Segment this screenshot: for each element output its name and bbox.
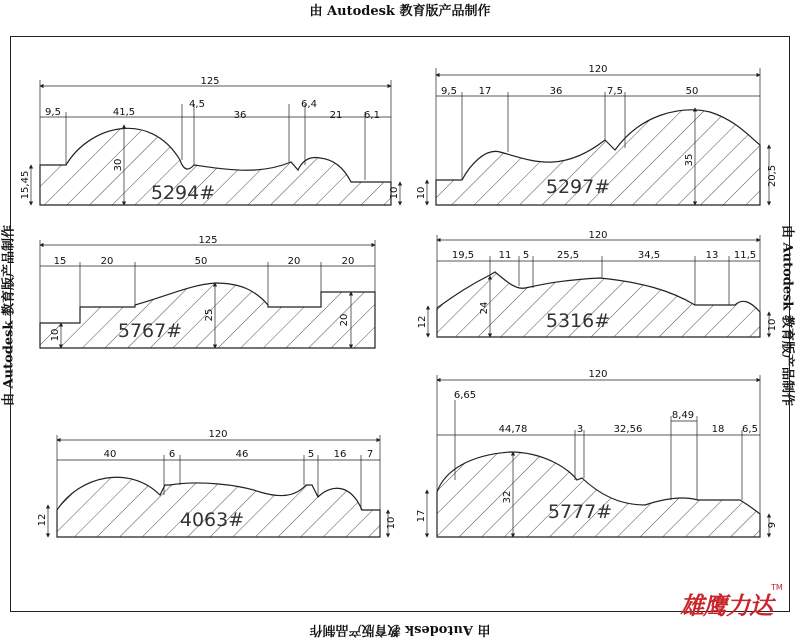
dim-5297-1: 9,5 (441, 86, 457, 97)
code-5297: 5297# (545, 176, 611, 198)
dim-5777-10: 9 (767, 521, 778, 529)
dim-5767-8: 20 (339, 313, 350, 327)
dim-5294-9: 15,45 (20, 170, 31, 200)
watermark-bottom: 由 Autodesk 教育版产品制作 (309, 622, 491, 637)
code-5767: 5767# (117, 320, 183, 342)
dim-5316-9: 24 (479, 301, 490, 315)
dim-5294-5: 6,4 (301, 99, 317, 110)
profile-4063 (37, 429, 397, 537)
profile-5297 (416, 64, 778, 205)
dim-4063-0: 120 (208, 429, 228, 440)
dim-4063-3: 46 (235, 449, 249, 460)
dim-5294-3: 4,5 (189, 99, 205, 110)
profile-5294 (20, 76, 400, 205)
dim-5294-4: 36 (233, 110, 247, 121)
dim-4063-2: 6 (168, 449, 176, 460)
watermark-left: 由 Autodesk 教育版产品制作 (1, 225, 17, 406)
dim-5767-4: 20 (287, 256, 301, 267)
brand-trademark: TM (771, 583, 783, 592)
dim-5767-1: 15 (53, 256, 67, 267)
dim-5316-2: 11 (498, 250, 512, 261)
dim-5777-8: 17 (416, 509, 427, 523)
dim-5297-0: 120 (588, 64, 608, 75)
dim-5294-6: 21 (329, 110, 343, 121)
dim-5294-2: 41,5 (112, 107, 136, 118)
dim-5316-1: 19,5 (451, 250, 475, 261)
dim-5316-8: 12 (417, 315, 428, 329)
dim-5294-7: 6,1 (364, 110, 380, 121)
dim-5767-6: 10 (50, 328, 61, 342)
brand-logo: 雄鹰力达 (680, 591, 772, 620)
dim-5767-2: 20 (100, 256, 114, 267)
dim-5767-5: 20 (341, 256, 355, 267)
dim-5316-5: 34,5 (637, 250, 661, 261)
dim-5777-1: 6,65 (453, 390, 477, 401)
dim-4063-7: 12 (37, 513, 48, 527)
dim-5297-5: 50 (685, 86, 699, 97)
dim-5767-0: 125 (198, 235, 218, 246)
dim-5777-7: 6,5 (742, 424, 758, 435)
dim-4063-5: 16 (333, 449, 347, 460)
watermark-top: 由 Autodesk 教育版产品制作 (309, 4, 491, 19)
dim-5777-6: 18 (711, 424, 725, 435)
dim-5777-2: 44,78 (498, 424, 528, 435)
dim-5777-5: 8,49 (671, 410, 695, 421)
dim-5767-7: 25 (204, 308, 215, 322)
dim-5297-2: 17 (478, 86, 492, 97)
dim-5294-10: 10 (389, 186, 400, 200)
dim-5294-1: 9,5 (45, 107, 61, 118)
profile-5777 (416, 369, 778, 537)
dim-5316-0: 120 (588, 230, 608, 241)
profile-5777-shape (437, 452, 760, 537)
dim-5777-3: 3 (576, 424, 584, 435)
profile-5316 (417, 230, 778, 337)
dim-5294-0: 125 (200, 76, 220, 87)
dim-5777-4: 32,56 (613, 424, 643, 435)
dim-4063-6: 7 (366, 449, 374, 460)
code-5316: 5316# (545, 310, 611, 332)
code-5294: 5294# (150, 182, 216, 204)
profile-5767 (40, 235, 375, 348)
code-5777: 5777# (547, 501, 613, 523)
dim-4063-8: 10 (386, 516, 397, 530)
dim-5316-7: 11,5 (733, 250, 757, 261)
dim-4063-4: 5 (307, 449, 315, 460)
dim-5767-3: 50 (194, 256, 208, 267)
dim-5777-9: 32 (502, 490, 513, 504)
dim-5297-7: 10 (416, 186, 427, 200)
code-4063: 4063# (179, 509, 245, 531)
dim-5297-6: 35 (684, 153, 695, 167)
dim-4063-1: 40 (103, 449, 117, 460)
dim-5316-10: 10 (767, 318, 778, 332)
dim-5777-0: 120 (588, 369, 608, 380)
dim-5316-3: 5 (522, 250, 530, 261)
profile-5294-shape (40, 128, 391, 205)
dim-5297-3: 36 (549, 86, 563, 97)
watermark-right: 由 Autodesk 教育版产品制作 (779, 225, 795, 406)
dim-5316-6: 13 (705, 250, 719, 261)
dim-5297-8: 20,5 (767, 164, 778, 188)
dim-5316-4: 25,5 (556, 250, 580, 261)
dim-5294-8: 30 (113, 158, 124, 172)
dim-5297-4: 7,5 (607, 86, 623, 97)
